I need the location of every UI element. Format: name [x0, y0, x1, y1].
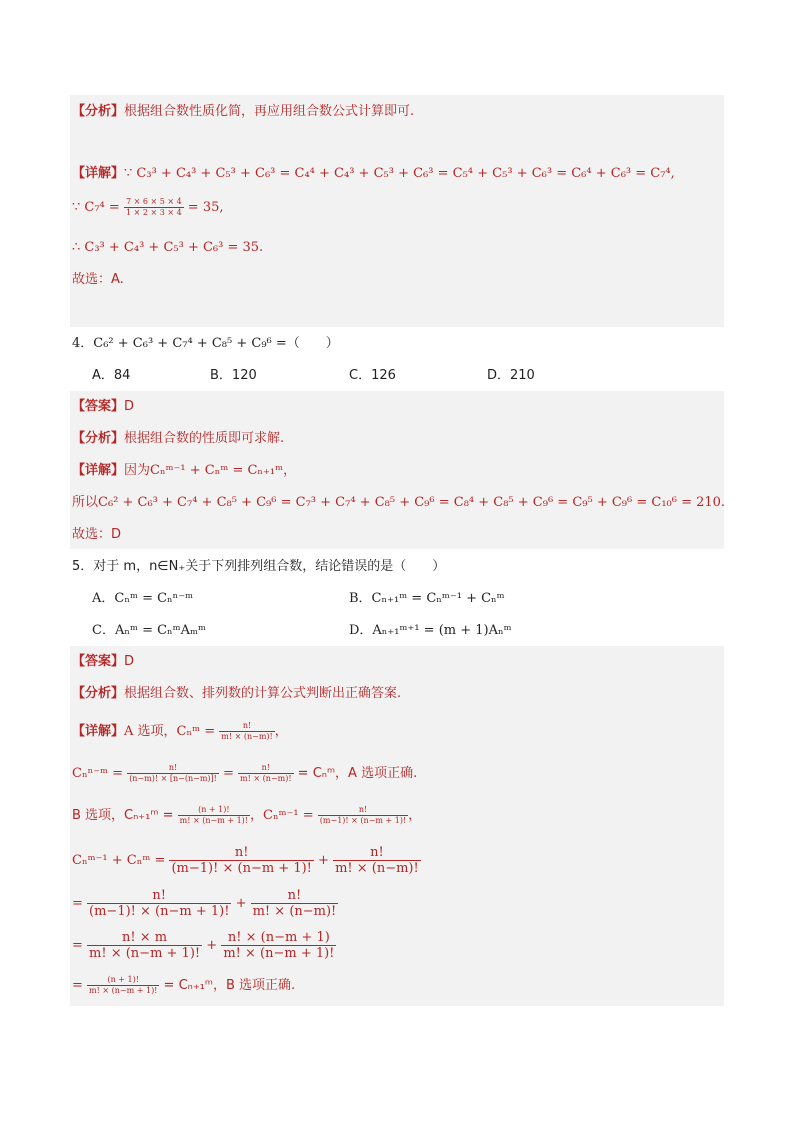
q5-option-d: D．Aₙ₊₁ᵐ⁺¹ = (m + 1)Aₙᵐ: [349, 623, 512, 638]
fraction: $\frac{n!}{m! \times (n-m)!}$: [240, 763, 292, 783]
detail-line: 【详解】因为Cₙᵐ⁻¹ + Cₙᵐ = Cₙ₊₁ᵐ，: [72, 463, 297, 478]
answer-line: 【答案】D: [72, 654, 135, 669]
fraction: $\frac{n! \times (n-m + 1)}{m! \times (n-m + 1)!}$: [223, 930, 335, 961]
question-4-stem: 4．C₆² + C₆³ + C₇⁴ + C₈⁵ + C₉⁶ =（ ）: [72, 336, 339, 351]
q5-option-b: B．Cₙ₊₁ᵐ = Cₙᵐ⁻¹ + Cₙᵐ: [349, 591, 505, 606]
q4-option-d: D．210: [487, 368, 535, 383]
formula-line: B 选项，Cₙ₊₁ᵐ = $\frac{(n + 1)!}{m! \times (n-m + 1)!}$ ，Cₙᵐ⁻¹ = $\frac{n!}{(m-1)! \times (n-m + 1)!}$ ，: [72, 805, 422, 825]
fraction: $\frac{(n + 1)!}{m! \times (n-m + 1)!}$: [179, 805, 249, 825]
fraction: $\frac{n!}{m! \times (n-m)!}$: [252, 888, 337, 919]
analysis-line: 【分析】根据组合数的性质即可求解.: [72, 431, 285, 446]
fraction: $\frac{n!}{(m-1)! \times (n-m + 1)!}$: [89, 888, 230, 919]
analysis-line: 【分析】根据组合数性质化简，再应用组合数公式计算即可.: [72, 104, 415, 119]
choice-line: 故选：D: [72, 527, 122, 542]
fraction: $\frac{n!}{m! \times (n-m)!}$: [221, 721, 273, 741]
q5-option-a: A．Cₙᵐ = Cₙⁿ⁻ᵐ: [92, 591, 194, 606]
formula-line: = $\frac{n! \times m}{m! \times (n-m + 1)!}$ + $\frac{n! \times (n-m + 1)}{m! \times (n-m + 1)!}$: [72, 930, 335, 961]
analysis-line: 【分析】根据组合数、排列数的计算公式判断出正确答案.: [72, 686, 402, 701]
q4-option-c: C．126: [349, 368, 396, 383]
fraction: $\frac{7 \times 6 \times 5 \times 4}{1 \times 2 \times 3 \times 4}$: [125, 197, 182, 217]
formula-line: = $\frac{(n + 1)!}{m! \times (n-m + 1)!}$ = Cₙ₊₁ᵐ，B 选项正确.: [72, 975, 296, 995]
question-5-stem: 5．对于 m，n∈N₊关于下列排列组合数，结论错误的是（ ）: [72, 559, 446, 574]
fraction: $\frac{n!}{(n-m)! \times [n-(n-m)]!}$: [129, 763, 217, 783]
formula-line: Cₙⁿ⁻ᵐ = $\frac{n!}{(n-m)! \times [n-(n-m)]!}$ = $\frac{n!}{m! \times (n-m)!}$ = Cₙᵐ，A 选项正确.: [72, 763, 418, 783]
fraction: $\frac{n!}{(m-1)! \times (n-m + 1)!}$: [171, 845, 312, 876]
detail-line: 【详解】A 选项，Cₙᵐ = $\frac{n!}{m! \times (n-m)!}$ ，: [72, 721, 288, 741]
formula-line: 所以C₆² + C₆³ + C₇⁴ + C₈⁵ + C₉⁶ = C₇³ + C₇⁴ + C₈⁵ + C₉⁶ = C₈⁴ + C₈⁵ + C₉⁶ = C₉⁵ + C₉⁶ = C₁₀⁶ = 210.: [72, 495, 726, 510]
q4-option-b: B．120: [210, 368, 257, 383]
choice-line: 故选：A.: [72, 272, 124, 287]
formula-line: Cₙᵐ⁻¹ + Cₙᵐ = $\frac{n!}{(m-1)! \times (n-m + 1)!}$ + $\frac{n!}{m! \times (n-m)!}$: [72, 845, 419, 876]
formula-line: ∵ C₇⁴ = $\frac{7 \times 6 \times 5 \times 4}{1 \times 2 \times 3 \times 4}$ = 35,: [72, 197, 224, 217]
fraction: $\frac{n! \times m}{m! \times (n-m + 1)!}$: [89, 930, 201, 961]
formula-line: = $\frac{n!}{(m-1)! \times (n-m + 1)!}$ + $\frac{n!}{m! \times (n-m)!}$: [72, 888, 337, 919]
q5-option-c: C．Aₙᵐ = CₙᵐAₘᵐ: [92, 623, 206, 638]
fraction: $\frac{(n + 1)!}{m! \times (n-m + 1)!}$: [89, 975, 158, 995]
fraction: $\frac{n!}{m! \times (n-m)!}$: [335, 845, 419, 876]
q4-option-a: A．84: [92, 368, 131, 383]
fraction: $\frac{n!}{(m-1)! \times (n-m + 1)!}$: [319, 805, 407, 825]
conclusion-line: ∴ C₃³ + C₄³ + C₅³ + C₆³ = 35.: [72, 240, 264, 255]
detail-line: 【详解】∵ C₃³ + C₄³ + C₅³ + C₆³ = C₄⁴ + C₄³ + C₅³ + C₆³ = C₅⁴ + C₅³ + C₆³ = C₆⁴ + C₆³ = C₇⁴,: [72, 166, 675, 181]
answer-line: 【答案】D: [72, 399, 135, 414]
